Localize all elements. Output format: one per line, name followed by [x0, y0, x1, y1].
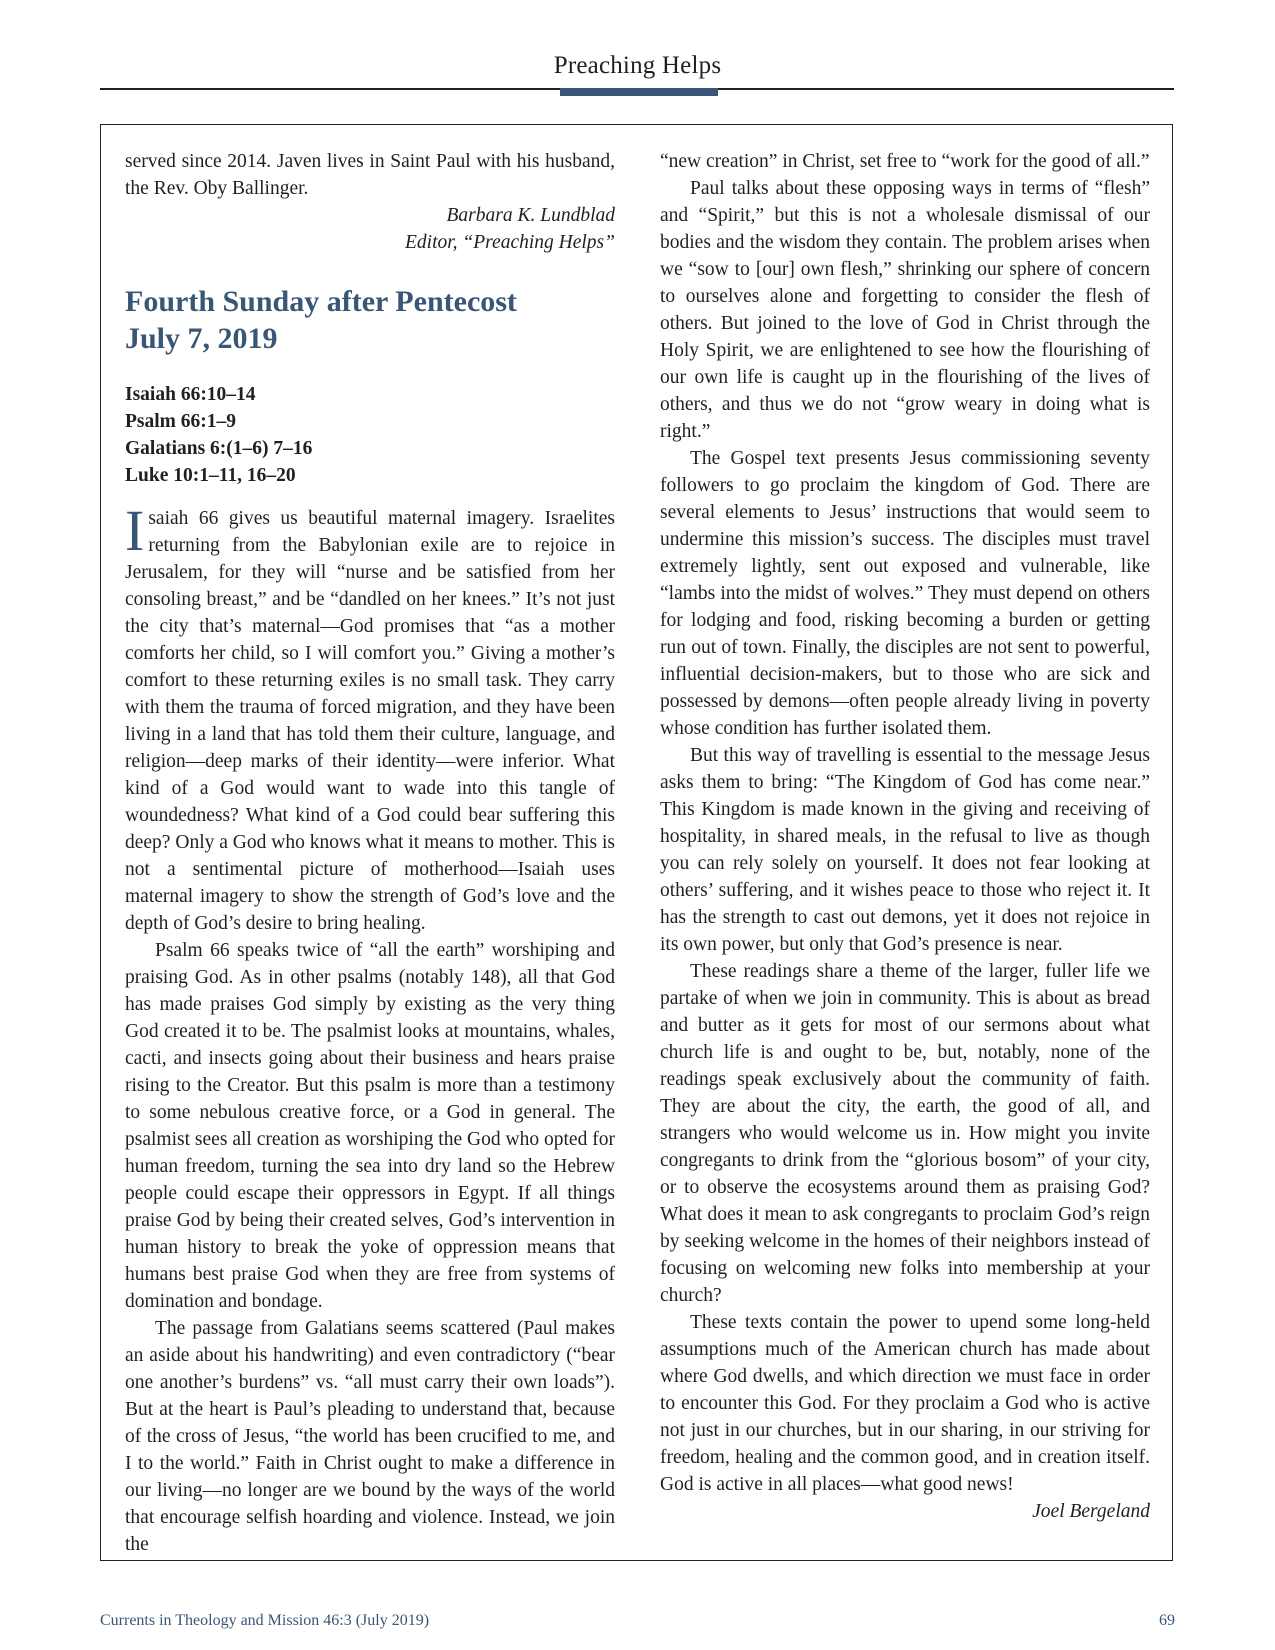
- gospel-paragraph: The Gospel text presents Jesus commissioning seventy followers to go proclaim the kingdom of God. There are several elements to Jesus’ instructions that would seem to undermine this mission’s success. The disciples must travel extremely lightly, sent out exposed and vulnerable, like “lambs into the midst of wolves.” They must depend on others for lodging and food, risking becoming a burden or getting run out of town. Finally, the disciples are not sent to powerful, influential decision-makers, but to those who are sick and possessed by demons—often people already living in poverty whose condition has further isolated them.: [660, 448, 1150, 739]
- author-signature: Joel Bergeland: [1032, 1501, 1150, 1522]
- reading-item: Psalm 66:1–9: [125, 411, 237, 432]
- journal-citation: Currents in Theology and Mission 46:3 (July 2019): [100, 1612, 430, 1629]
- galatians-continuation: “new creation” in Christ, set free to “work for the good of all.”: [660, 151, 1150, 172]
- kingdom-paragraph: But this way of travelling is essential to the message Jesus asks them to bring: “The Kingdom of God has come near.” This Kingdom is made known in the giving and receiving of hospitality, in shared meals, in the refusal to live as though you can rely solely on yourself. It does not fear looking at others’ suffering, and it wishes peace to those who reject it. It has the strength to cast out demons, yet it does not rejoice in its own power, but only that God’s presence is near.: [660, 745, 1150, 955]
- page-number: 69: [1159, 1612, 1175, 1629]
- right-column: [660, 148, 1150, 1525]
- reading-item: Luke 10:1–11, 16–20: [125, 465, 296, 486]
- reading-item: Isaiah 66:10–14: [125, 384, 256, 405]
- psalm-paragraph: Psalm 66 speaks twice of “all the earth” worshiping and praising God. As in other psalms (notably 148), all that God has made praises God simply by existing as the very thing God created it to be. The psalmist looks at mountains, whales, cacti, and insects going about their business and hears praise rising to the Creator. But this psalm is more than a testimony to some nebulous creative force, or a God in general. The psalmist sees all creation as worshiping the God who opted for human freedom, turning the sea into dry land so the Hebrew people could escape their oppressors in Egypt. If all things praise God by being their created selves, God’s intervention in human history to break the yoke of oppression means that humans best praise God when they are free from systems of domination and bondage.: [125, 940, 615, 1312]
- isaiah-paragraph: [125, 498, 615, 937]
- isaiah-paragraph-text: saiah 66 gives us beautiful maternal imagery. Israelites returning from the Babylonian exile are to rejoice in Jerusalem, for they will “nurse and be satisfied from her consoling breast,” and be “dandled on her knees.” It’s not just the city that’s maternal—God promises that “as a mother comforts her child, so I will comfort you.” Giving a mother’s comfort to these returning exiles is no small task. They carry with them the trauma of forced migration, and they have been living in a land that has told them their culture, language, and religion—deep marks of their identity—were inferior. What kind of a God would want to wade into this tangle of woundedness? What kind of a God could bear suffering this deep? Only a God who knows what it means to mother. This is not a sentimental picture of motherhood—Isaiah uses maternal imagery to show the strength of God’s love and the depth of God’s desire to bring healing.: [125, 508, 615, 934]
- reading-item: Galatians 6:(1–6) 7–16: [125, 438, 313, 459]
- lectionary-readings: [125, 381, 615, 489]
- galatians-paragraph: The passage from Galatians seems scattered (Paul makes an aside about his handwriting) and even contradictory (“bear one another’s burdens” vs. “all must carry their own loads”). But at the heart is Paul’s pleading to understand that, because of the cross of Jesus, “the world has been crucified to me, and I to the world.” Faith in Christ ought to make a difference in our living—no longer are we bound by the ways of the world that encourage selfish hoarding and violence. Instead, we join the: [125, 1318, 615, 1555]
- editor-name: Barbara K. Lundblad: [446, 205, 615, 226]
- editor-role: Editor, “Preaching Helps”: [405, 232, 615, 253]
- section-title-day: Fourth Sunday after Pentecost: [125, 285, 517, 318]
- section-title: [125, 283, 615, 357]
- flesh-spirit-paragraph: Paul talks about these opposing ways in terms of “flesh” and “Spirit,” but this is not a wholesale dismissal of our bodies and the wisdom they contain. The problem arises when we “sow to [our] own flesh,” shrinking our sphere of concern to ourselves alone and forgetting to consider the flesh of others. But joined to the love of God in Christ through the Holy Spirit, we are enlightened to see how the flourishing of our own life is caught up in the flourishing of the lives of others, and thus we do not “grow weary in doing what is right.”: [660, 178, 1150, 442]
- left-column: [125, 148, 615, 1558]
- section-title-date: July 7, 2019: [125, 322, 278, 355]
- community-paragraph: These readings share a theme of the larger, fuller life we partake of when we join in community. This is about as bread and butter as it gets for most of our sermons about what church life is and ought to be, but, notably, none of the readings speak exclusively about the community of faith. They are about the city, the earth, the good of all, and strangers who would welcome us in. How might you invite congregants to drink from the “glorious bosom” of your city, or to observe the ecosystems around them as praising God? What does it mean to ask congregants to proclaim God’s reign by seeking welcome in the homes of their neighbors instead of focusing on welcoming new folks into membership at your church?: [660, 961, 1150, 1306]
- continuation-paragraph: served since 2014. Javen lives in Saint Paul with his husband, the Rev. Oby Ballinger.: [125, 151, 615, 199]
- header-accent-bar: [560, 88, 718, 96]
- drop-cap: I: [125, 498, 145, 563]
- running-head: Preaching Helps: [553, 52, 722, 79]
- closing-paragraph: These texts contain the power to upend some long-held assumptions much of the American church has made about where God dwells, and which direction we must face in order to encounter this God. For they proclaim a God who is active not just in our churches, but in our sharing, in our striving for freedom, healing and the common good, and in creation itself. God is active in all places—what good news!: [660, 1312, 1150, 1495]
